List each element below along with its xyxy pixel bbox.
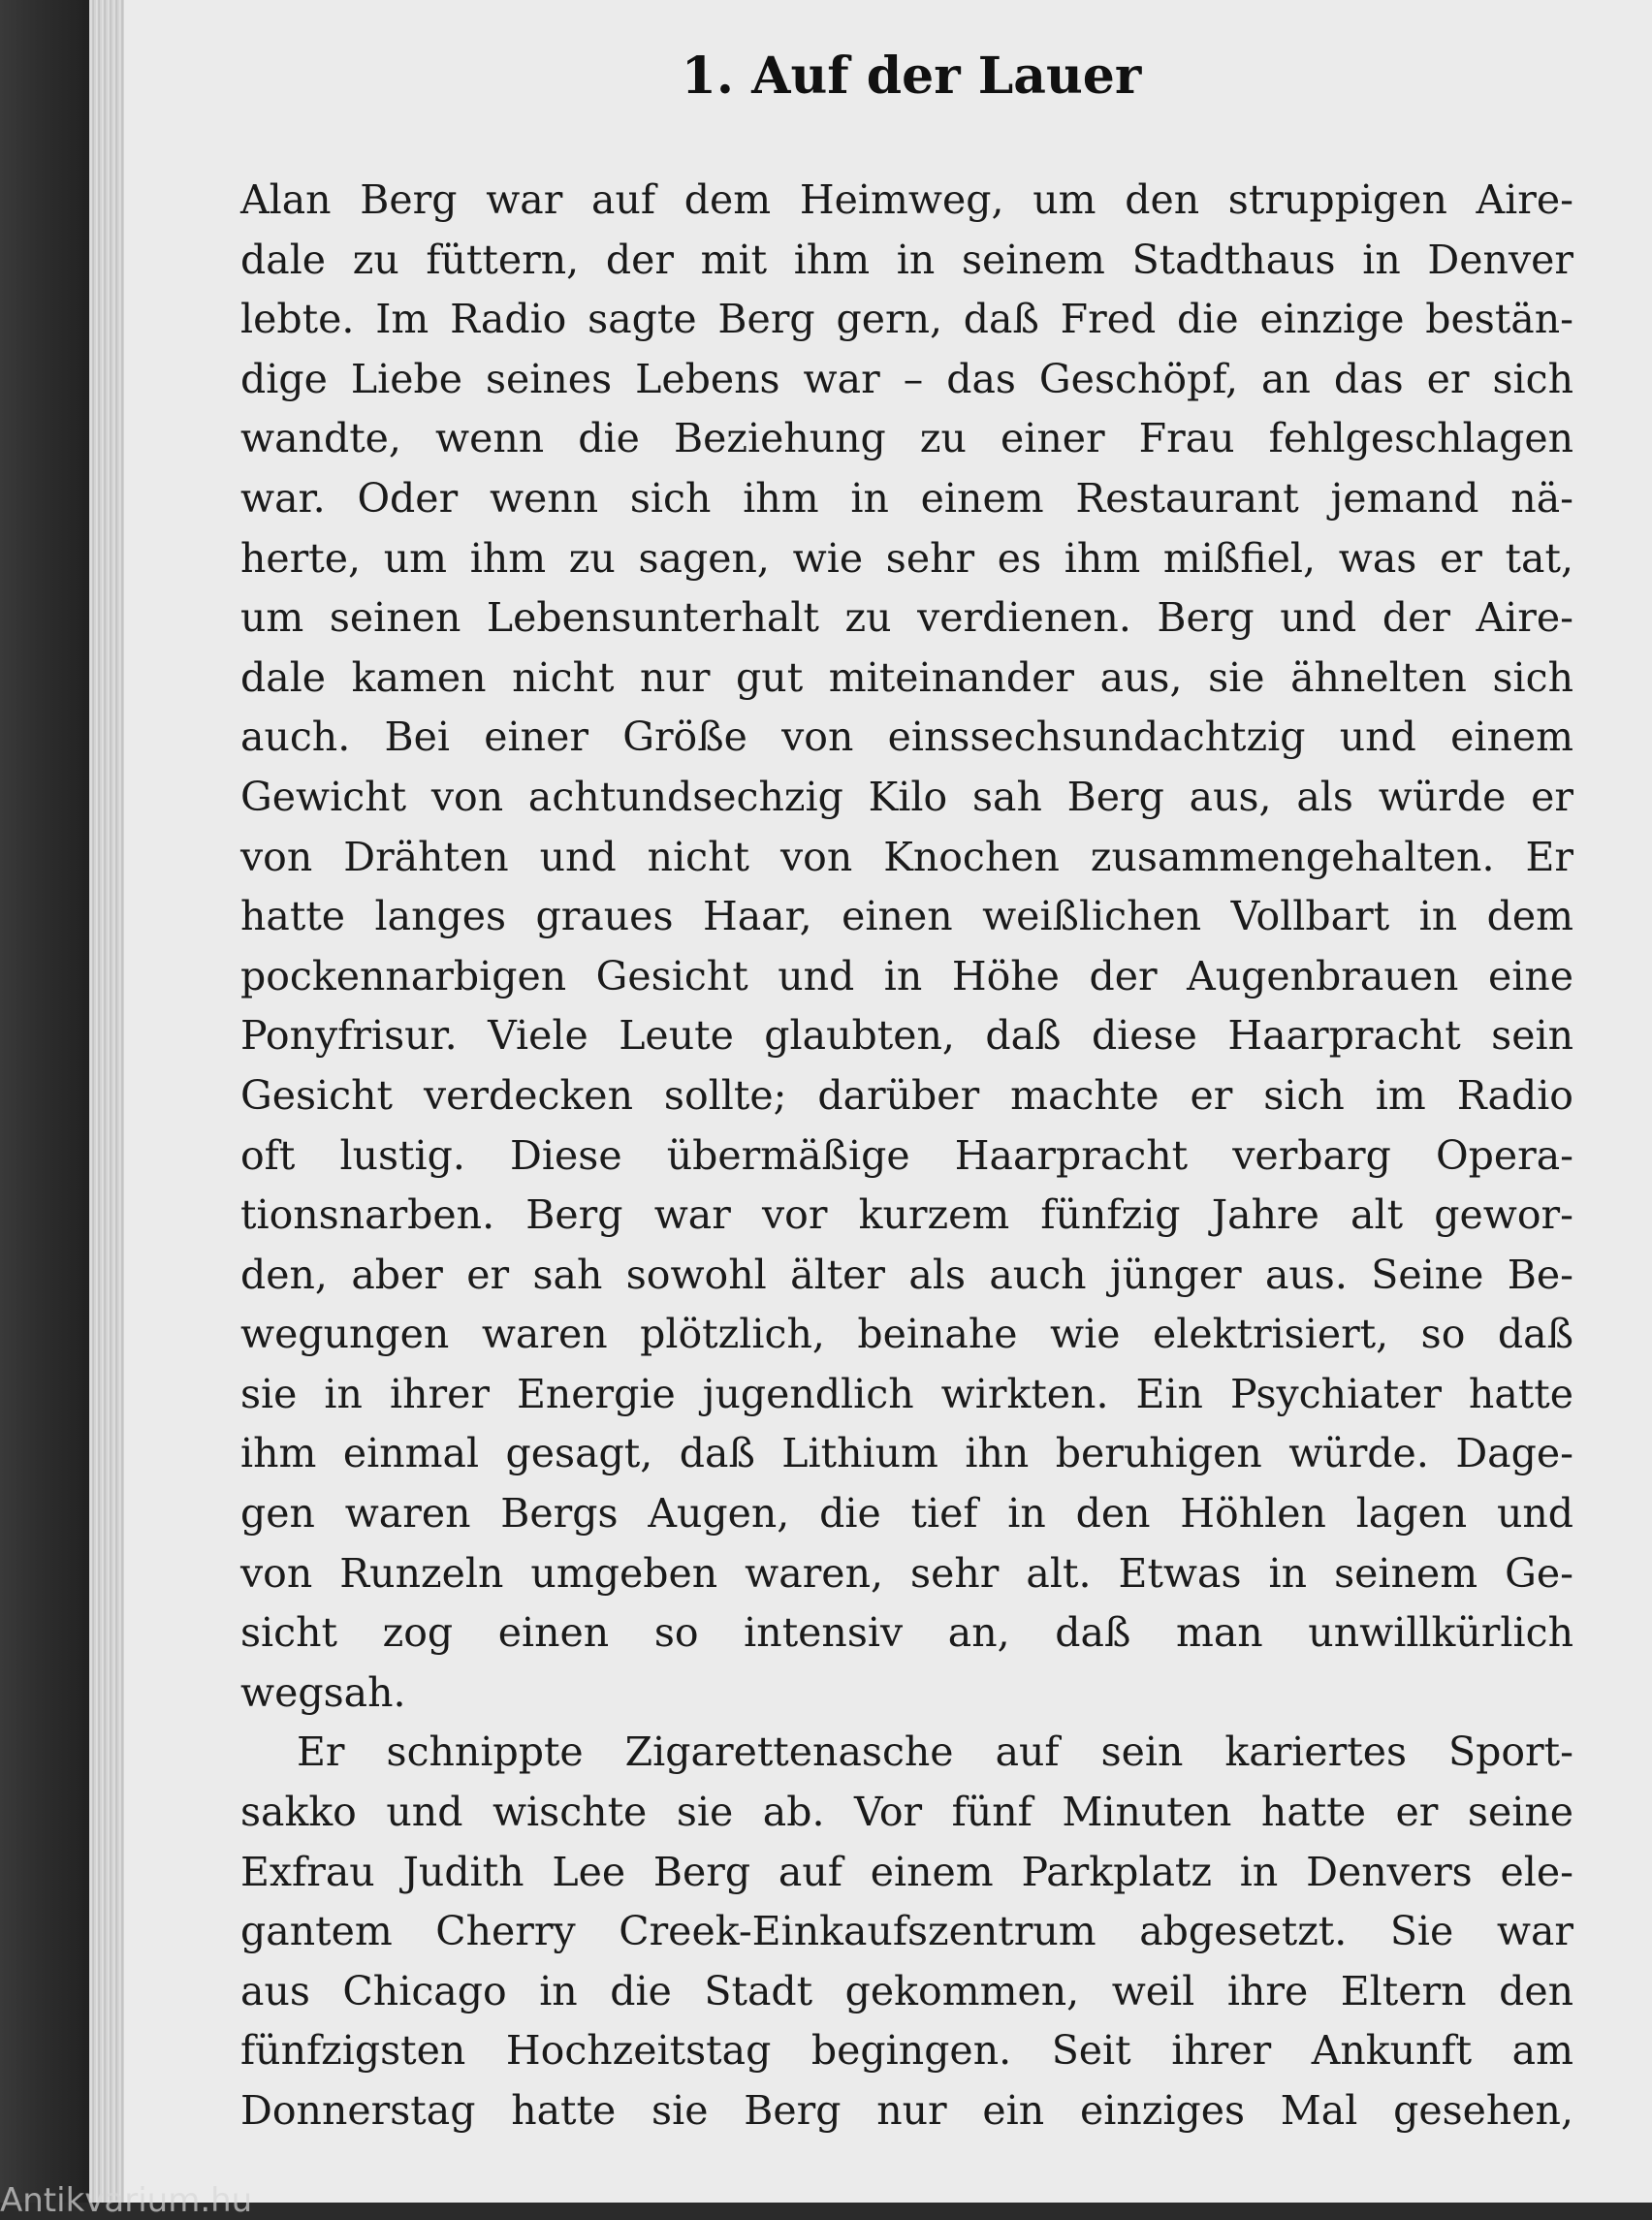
text-line: war. Oder wenn sich ihm in einem Restaurant jemand nä- xyxy=(240,474,1573,522)
text-line: um seinen Lebensunterhalt zu verdienen. Berg und der Aire- xyxy=(240,594,1573,642)
text-line: lebte. Im Radio sagte Berg gern, daß Fred die einzige bestän- xyxy=(240,296,1573,343)
text-line: sakko und wischte sie ab. Vor fünf Minuten hatte er seine xyxy=(240,1789,1573,1836)
chapter-heading: 1. Auf der Lauer xyxy=(681,47,1142,106)
text-line: von Drähten und nicht von Knochen zusammengehalten. Er xyxy=(240,833,1573,880)
text-line: gantem Cherry Creek-Einkaufszentrum abgesetzt. Sie war xyxy=(240,1908,1573,1955)
text-line: herte, um ihm zu sagen, wie sehr es ihm mißfiel, was er tat, xyxy=(240,534,1573,582)
text-line: wandte, wenn die Beziehung zu einer Frau fehlgeschlagen xyxy=(240,415,1573,462)
text-line: wegungen waren plötzlich, beinahe wie elektrisiert, so daß xyxy=(240,1311,1573,1358)
text-line: oft lustig. Diese übermäßige Haarpracht verbarg Opera- xyxy=(240,1131,1573,1179)
text-line: sie in ihrer Energie jugendlich wirkten. Ein Psychiater hatte xyxy=(240,1370,1573,1417)
text-line: auch. Bei einer Größe von einssechsundachtzig und einem xyxy=(240,714,1573,761)
text-line: von Runzeln umgeben waren, sehr alt. Etwas in seinem Ge- xyxy=(240,1549,1573,1597)
text-line: den, aber er sah sowohl älter als auch jünger aus. Seine Be- xyxy=(240,1251,1573,1298)
text-line: hatte langes graues Haar, einen weißlichen Vollbart in dem xyxy=(240,893,1573,940)
text-line: Ponyfrisur. Viele Leute glaubten, daß diese Haarpracht sein xyxy=(240,1012,1573,1060)
text-line: aus Chicago in die Stadt gekommen, weil ihre Eltern den xyxy=(240,1967,1573,2014)
text-line: dige Liebe seines Lebens war – das Geschöpf, an das er sich xyxy=(240,355,1573,402)
text-line: sicht zog einen so intensiv an, daß man unwillkürlich xyxy=(240,1609,1573,1657)
text-line: Er schnippte Zigarettenasche auf sein kariertes Sport- xyxy=(297,1728,1573,1776)
text-line: wegsah. xyxy=(240,1668,406,1716)
paragraph-2 xyxy=(240,1723,1573,2141)
text-line: pockennarbigen Gesicht und in Höhe der Augenbrauen eine xyxy=(240,952,1573,999)
text-line: dale kamen nicht nur gut miteinander aus, sie ähnelten sich xyxy=(240,653,1573,701)
text-line: Gewicht von achtundsechzig Kilo sah Berg aus, als würde er xyxy=(240,773,1573,820)
watermark: Antikvarium.hu xyxy=(0,2181,253,2220)
text-line: Gesicht verdecken sollte; darüber machte er sich im Radio xyxy=(240,1071,1573,1119)
text-line: ihm einmal gesagt, daß Lithium ihn beruhigen würde. Dage- xyxy=(240,1430,1573,1477)
text-line: gen waren Bergs Augen, die tief in den Höhlen lagen und xyxy=(240,1490,1573,1538)
book-spine-shadow xyxy=(0,0,97,2203)
paragraph-1 xyxy=(240,171,1573,1723)
text-line: Donnerstag hatte sie Berg nur ein einziges Mal gesehen, xyxy=(240,2087,1573,2134)
text-line: tionsnarben. Berg war vor kurzem fünfzig Jahre alt gewor- xyxy=(240,1191,1573,1239)
text-line: fünfzigsten Hochzeitstag begingen. Seit ihrer Ankunft am xyxy=(240,2027,1573,2075)
text-line: Exfrau Judith Lee Berg auf einem Parkplatz in Denvers ele- xyxy=(240,1848,1573,1895)
chapter-body xyxy=(240,171,1573,2141)
text-line: Alan Berg war auf dem Heimweg, um den struppigen Aire- xyxy=(240,176,1573,223)
text-line: dale zu füttern, der mit ihm in seinem Stadthaus in Denver xyxy=(240,236,1573,283)
page-edges xyxy=(89,0,126,2203)
